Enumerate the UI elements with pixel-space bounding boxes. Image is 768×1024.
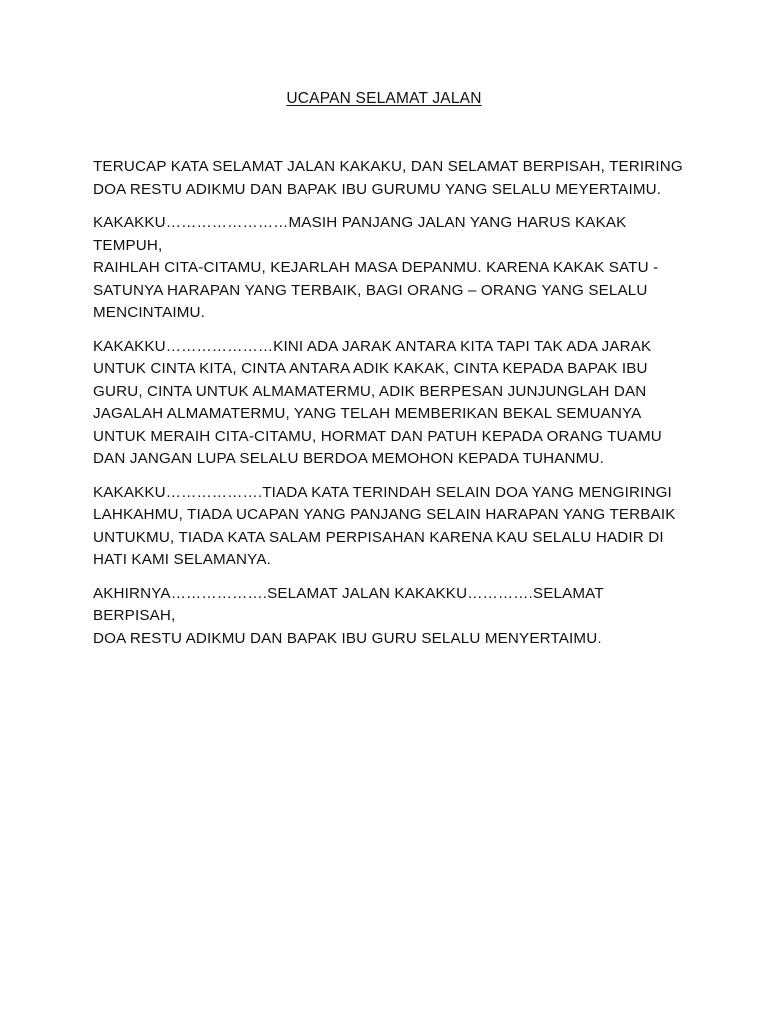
paragraph-2: KAKAKKU……………………MASIH PANJANG JALAN YANG HARUS KAKAK TEMPUH, RAIHLAH CITA-CITAMU, KEJARLAH MASA DEPANMU. KARENA KAKAK SATU - SATUNYA HARAPAN YANG TERBAIK, BAGI ORANG – ORANG YANG SELALU MENCINTAIMU. xyxy=(93,214,659,321)
document-title: UCAPAN SELAMAT JALAN xyxy=(286,90,482,107)
document-body xyxy=(93,156,683,661)
paragraph-3: KAKAKKU…………………KINI ADA JARAK ANTARA KITA TAPI TAK ADA JARAK UNTUK CINTA KITA, CINTA ANTARA ADIK KAKAK, CINTA KEPADA BAPAK IBU GURU, CINTA UNTUK ALMAMATERMU, ADIK BERPESAN JUNJUNGLAH DAN JAGALAH ALMAMATERMU, YANG TELAH MEMBERIKAN BEKAL SEMUANYA UNTUK MERAIH CITA-CITAMU, HORMAT DAN PATUH KEPADA ORANG TUAMU DAN JANGAN LUPA SELALU BERDOA MEMOHON KEPADA TUHANMU. xyxy=(93,337,662,467)
paragraph-1: TERUCAP KATA SELAMAT JALAN KAKAKU, DAN SELAMAT BERPISAH, TERIRING DOA RESTU ADIKMU DAN BAPAK IBU GURUMU YANG SELALU MEYERTAIMU. xyxy=(93,158,683,198)
paragraph-4: KAKAKKU……………….TIADA KATA TERINDAH SELAIN DOA YANG MENGIRINGI LAHKAHMU, TIADA UCAPAN YANG PANJANG SELAIN HARAPAN YANG TERBAIK UNTUKMU, TIADA KATA SALAM PERPISAHAN KARENA KAU SELALU HADIR DI HATI KAMI SELAMANYA. xyxy=(93,483,676,568)
paragraph-5: AKHIRNYA……………….SELAMAT JALAN KAKAKKU………….SELAMAT BERPISAH, DOA RESTU ADIKMU DAN BAPAK IBU GURU SELALU MENYERTAIMU. xyxy=(93,584,604,647)
